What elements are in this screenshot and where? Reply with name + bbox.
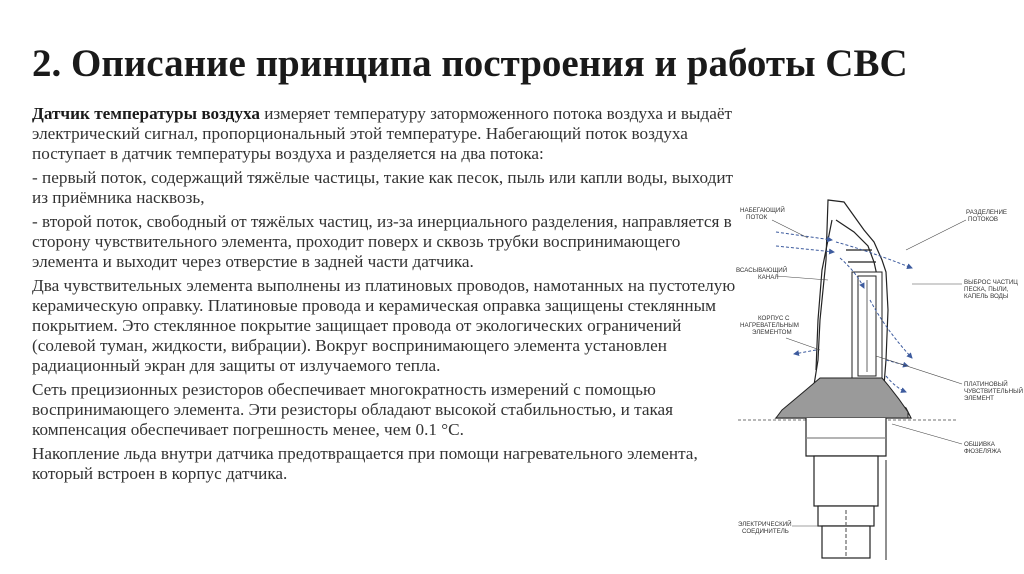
sensor-diagram: [736, 180, 1024, 574]
label-flow-split: РАЗДЕЛЕНИЕ ПОТОКОВ: [966, 209, 1008, 223]
paragraph-first-flow: - первый поток, содержащий тяжёлые частицы, такие как песок, пыль или капли воды, выходит из приёмника насквозь,: [32, 168, 734, 207]
body-text: [32, 104, 744, 488]
label-fuselage-skin: ОБШИВКА ФЮЗЕЛЯЖА: [964, 441, 1002, 455]
paragraph-resistors: Сеть прецизионных резисторов обеспечивает многократность измерений с помощью воспринимающего элемента. Эти резисторы обладают высокой стабильностью, и такая компенсация обеспечивает погрешность менее, чем 0.1 °С.: [32, 380, 674, 439]
sensing-tubes: [852, 272, 882, 378]
intro-text: измеряет температуру заторможенного потока воздуха и выдаёт электрический сигнал, пропорциональный этой температуре. Набегающий поток воздуха поступает в датчик температуры воздуха и разделяется на два потока:: [32, 104, 732, 163]
label-connector: ЭЛЕКТРИЧЕСКИЙ СОЕДИНИТЕЛЬ: [738, 521, 792, 535]
label-platinum-element: ПЛАТИНОВЫЙ ЧУВСТВИТЕЛЬНЫЙ ЭЛЕМЕНТ: [964, 381, 1024, 402]
intro-term: Датчик температуры воздуха: [32, 104, 260, 123]
sensor-mount: [806, 418, 886, 558]
intro-paragraph: [32, 104, 744, 164]
slide-title: 2. Описание принципа построения и работы СВС: [32, 42, 908, 85]
label-intake-channel: ВСАСЫВАЮЩИЙ КАНАЛ: [736, 267, 788, 281]
label-particles-exit: ВЫБРОС ЧАСТИЦ ПЕСКА, ПЫЛИ, КАПЕЛЬ ВОДЫ: [964, 279, 1018, 300]
sensor-base-fairing: [776, 378, 908, 418]
paragraph-sensing-elements: Два чувствительных элемента выполнены из платиновых проводов, намотанных на пустотелую керамическую оправку. Платиновые провода и керамическая оправка защищены стеклянным покрытием. Это стеклянное покрытие защищает провода от экологических ограничений (солевой туман, жидкости, вибрации). Вокруг воспринимающего элемента установлен радиационный экран для защиты от излучаемого тепла.: [32, 276, 736, 375]
paragraph-ice: Накопление льда внутри датчика предотвращается при помощи нагревательного элемента, который встроен в корпус датчика.: [32, 444, 698, 483]
paragraph-second-flow: - второй поток, свободный от тяжёлых частиц, из-за инерциального разделения, направляется в сторону чувствительного элемента, проходит поверх и сквозь трубки воспринимающего элемента и выходит через отверстие в задней части датчика.: [32, 212, 732, 271]
label-housing-heater: КОРПУС С НАГРЕВАТЕЛЬНЫМ ЭЛЕМЕНТОМ: [740, 315, 799, 336]
label-incoming-flow: НАБЕГАЮЩИЙ ПОТОК: [740, 207, 785, 221]
